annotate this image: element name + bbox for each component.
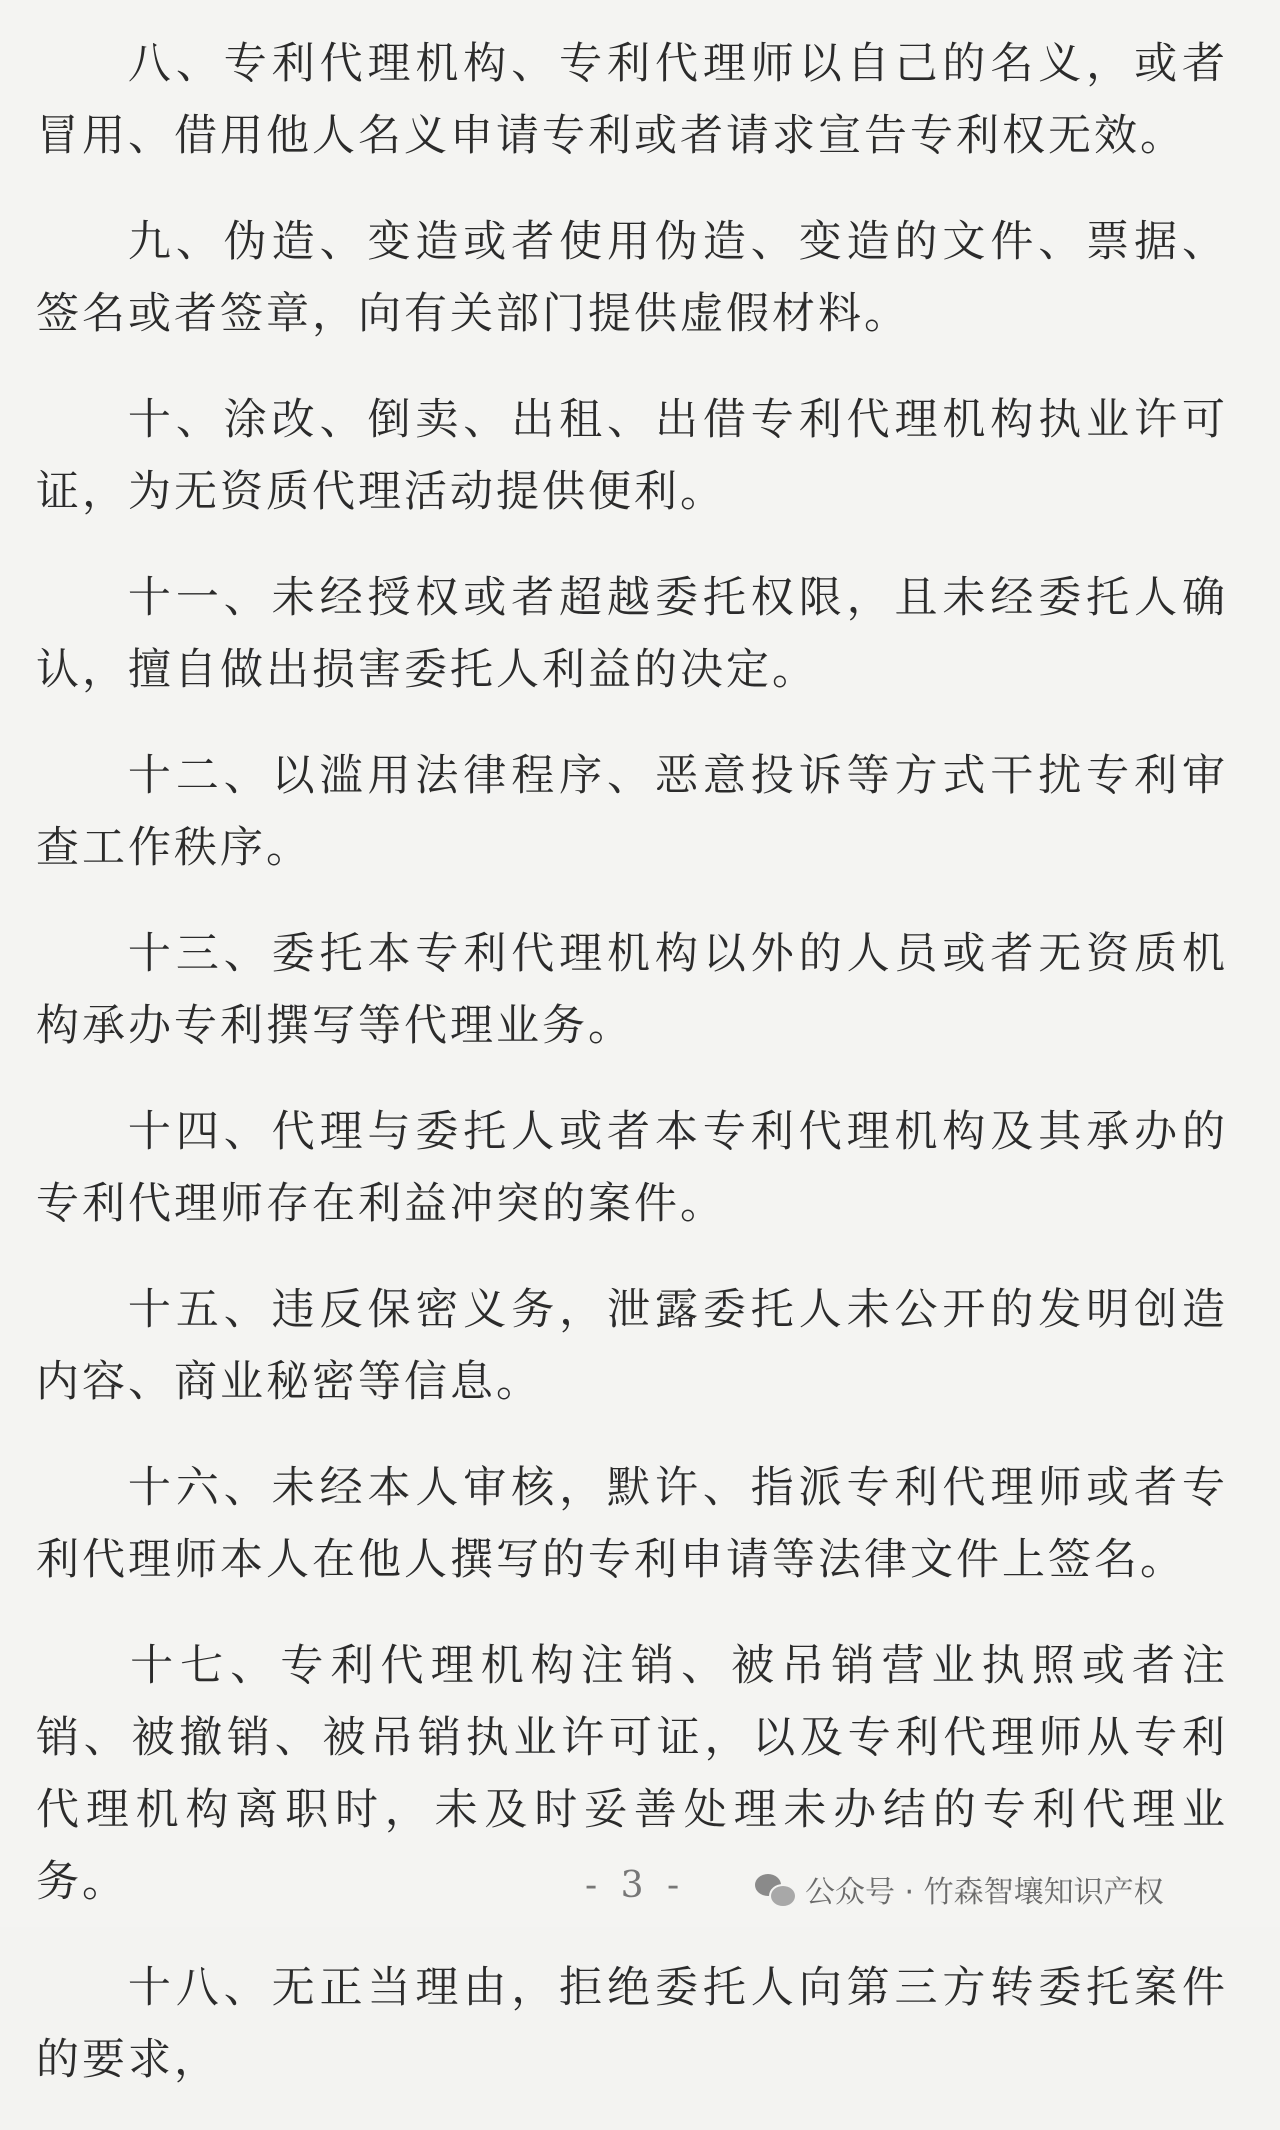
- paragraph-11: 十一、未经授权或者超越委托权限，且未经委托人确认，擅自做出损害委托人利益的决定。: [36, 573, 1228, 695]
- paragraph-16: 十六、未经本人审核，默许、指派专利代理师或者专利代理师本人在他人撰写的专利申请等法律文件上签名。: [36, 1463, 1228, 1585]
- paragraph-14: 十四、代理与委托人或者本专利代理机构及其承办的专利代理师存在利益冲突的案件。: [36, 1107, 1228, 1229]
- document-body: [36, 28, 1228, 2130]
- watermark: [755, 1867, 1164, 1911]
- watermark-text: 公众号 · 竹森智壤知识产权: [805, 1875, 1164, 1910]
- paragraph-10: 十、涂改、倒卖、出租、出借专利代理机构执业许可证，为无资质代理活动提供便利。: [36, 395, 1228, 517]
- paragraph-8: 八、专利代理机构、专利代理师以自己的名义，或者冒用、借用他人名义申请专利或者请求宣告专利权无效。: [36, 39, 1228, 161]
- paragraph-17: 十七、专利代理机构注销、被吊销营业执照或者注销、被撤销、被吊销执业许可证，以及专利代理师从专利代理机构离职时，未及时妥善处理未办结的专利代理业务。: [36, 1641, 1228, 1907]
- paragraph-9: 九、伪造、变造或者使用伪造、变造的文件、票据、签名或者签章，向有关部门提供虚假材料。: [36, 217, 1228, 339]
- paragraph-13: 十三、委托本专利代理机构以外的人员或者无资质机构承办专利撰写等代理业务。: [36, 929, 1228, 1051]
- page-footer: [0, 1865, 1280, 1915]
- page-number: - 3 -: [585, 1865, 686, 1906]
- wechat-icon: [755, 1872, 795, 1906]
- paragraph-15: 十五、违反保密义务，泄露委托人未公开的发明创造内容、商业秘密等信息。: [36, 1285, 1228, 1407]
- paragraph-18: 十八、无正当理由，拒绝委托人向第三方转委托案件的要求，: [36, 1963, 1228, 2085]
- paragraph-12: 十二、以滥用法律程序、恶意投诉等方式干扰专利审查工作秩序。: [36, 751, 1228, 873]
